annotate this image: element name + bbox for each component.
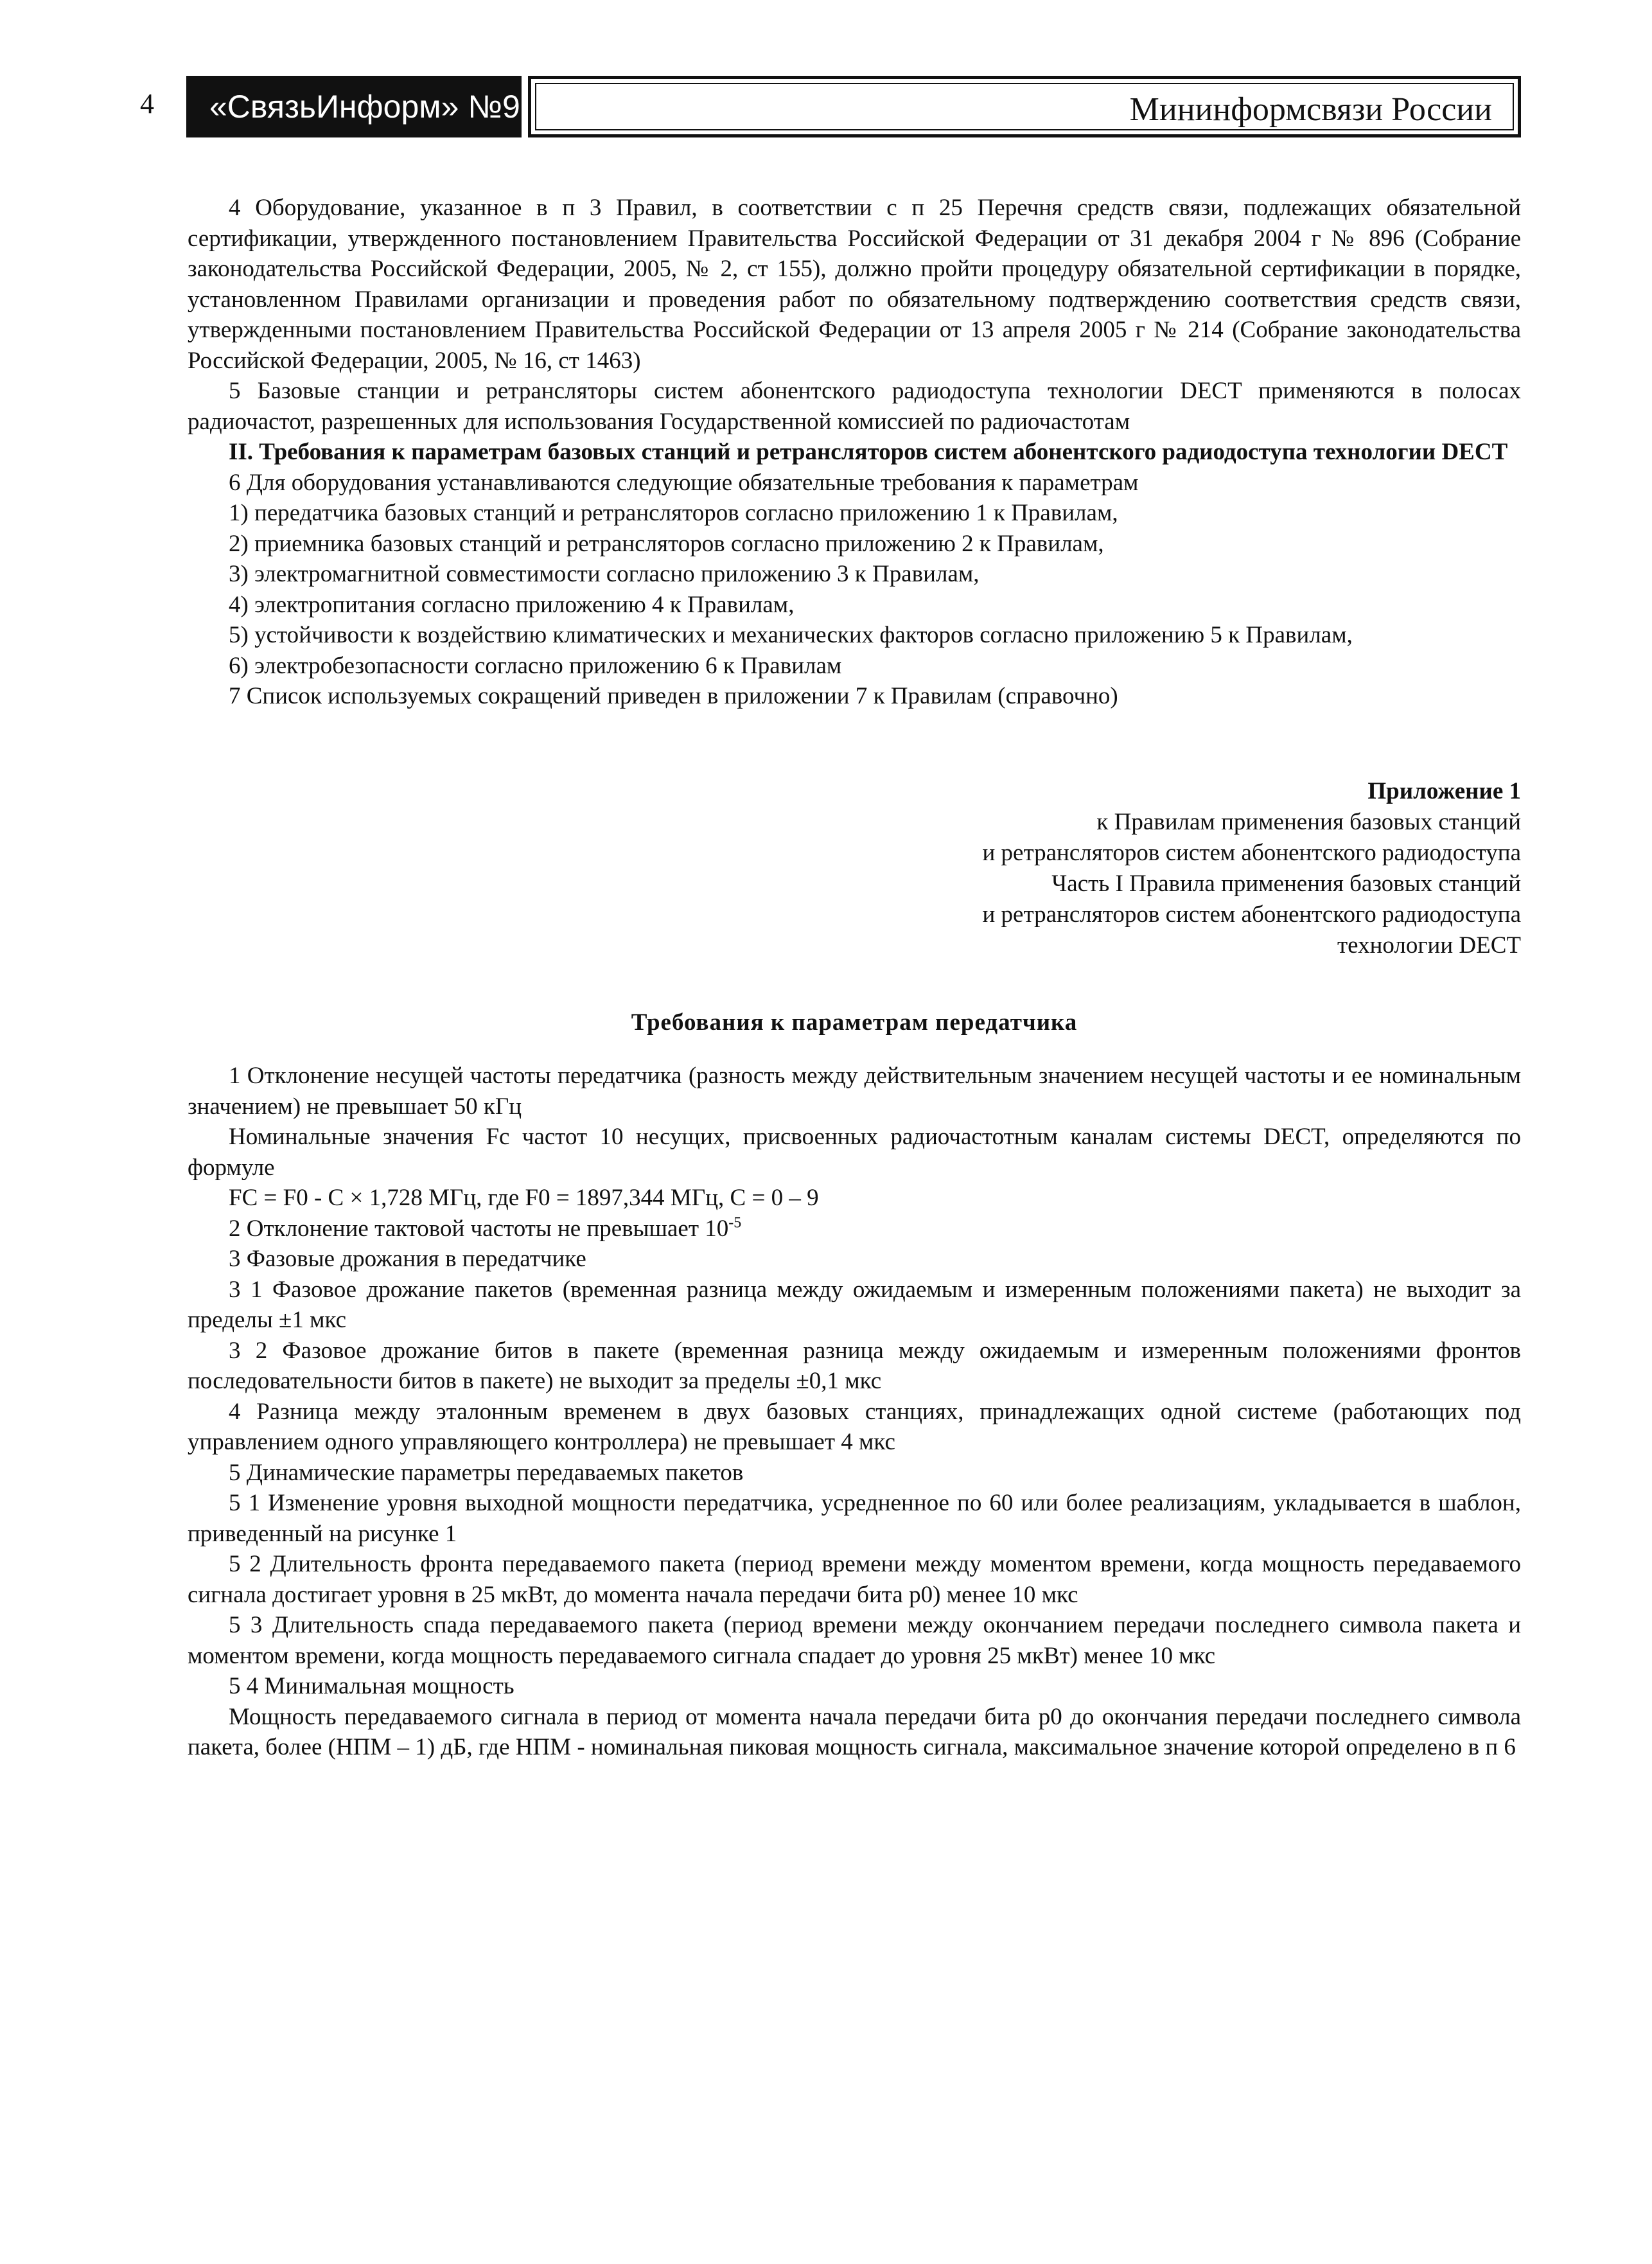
list-item: 3) электромагнитной совместимости согласно приложению 3 к Правилам, [229,561,980,587]
appendix-line: и ретрансляторов систем абонентского радиодоступа [982,901,1521,928]
req-paragraph: 4 Разница между эталонным временем в двух базовых станциях, принадлежащих одной системе (работающих под управлением одного управляющего контроллера) не превышает 4 мкс [188,1398,1521,1455]
list-item: 6) электробезопасности согласно приложению 6 к Правилам [229,652,842,679]
page-header [0,0,1652,148]
req-paragraph-2-exponent: -5 [728,1214,742,1232]
appendix-line: к Правилам применения базовых станций [1096,808,1521,835]
page-number: 4 [140,88,154,119]
req-paragraph-1: 1 Отклонение несущей частоты передатчика (разность между действительным значением несущей частоты и ее номинальным значением) не превышает 50 кГц [188,1063,1521,1120]
section-2-heading: II. Требования к параметрам базовых станций и ретрансляторов систем абонентского радиодоступа технологии DECT [229,439,1508,465]
req-formula: FC = F0 - C × 1,728 МГц, где F0 = 1897,344 МГц, C = 0 – 9 [229,1185,819,1211]
req-paragraph-2-text: 2 Отклонение тактовой частоты не превышает 10 [229,1215,729,1242]
req-paragraph: 5 1 Изменение уровня выходной мощности передатчика, усредненное по 60 или более реализациям, укладывается в шаблон, приведенный на рисунке 1 [188,1490,1521,1547]
req-paragraph: 5 3 Длительность спада передаваемого пакета (период времени между окончанием передачи последнего символа пакета и моментом времени, когда мощность передаваемого сигнала спадает до уровня 25 мкВт) менее 10 мкс [188,1612,1521,1669]
paragraph-7: 7 Список используемых сокращений приведен в приложении 7 к Правилам (справочно) [229,683,1118,709]
appendix-title: Приложение 1 [1367,777,1521,804]
ministry-box [528,76,1521,137]
req-paragraph: 3 1 Фазовое дрожание пакетов (временная разница между ожидаемым и измеренным положениями пакета) не выходит за пределы ±1 мкс [188,1276,1521,1333]
paragraph-6: 6 Для оборудования устанавливаются следующие обязательные требования к параметрам [229,469,1139,496]
appendix-line: и ретрансляторов систем абонентского радиодоступа [982,839,1521,866]
req-nominal-values: Номинальные значения Fc частот 10 несущих, присвоенных радиочастотным каналам системы DECT, определяются по формуле [188,1124,1521,1181]
document-body [188,193,1521,1763]
req-paragraph: Мощность передаваемого сигнала в период от момента начала передачи бита р0 до окончания передачи последнего символа пакета, более (НПМ – 1) дБ, где НПМ - номинальная пиковая мощность сигнала, максимальное значение которой определено в п 6 [188,1703,1521,1760]
list-item: 5) устойчивости к воздействию климатических и механических факторов согласно приложению 5 к Правилам, [229,622,1353,648]
appendix-header [188,776,1521,961]
ministry-title: Мининформсвязи России [1129,91,1492,128]
req-paragraph: 5 Динамические параметры передаваемых пакетов [229,1459,744,1486]
req-paragraph: 5 2 Длительность фронта передаваемого пакета (период времени между моментом времени, когда мощность передаваемого сигнала достигает уровня в 25 мкВт, до момента начала передачи бита р0) менее 10 мкс [188,1551,1521,1608]
appendix-line: Часть I Правила применения базовых станций [1051,870,1521,897]
paragraph-4: 4 Оборудование, указанное в п 3 Правил, в соответствии с п 25 Перечня средств связи, подлежащих обязательной сертификации, утвержденного постановлением Правительства Российской Федерации от 31 декабря 2004 г № 896 (Собрание законодательства Российской Федерации, 2005, № 2, ст 155), должно пройти процедуру обязательной сертификации в порядке, установленном Правилами организации и проведения работ по обязательному подтверждению соответствия средств связи, утвержденными постановлением Правительства Российской Федерации от 13 апреля 2005 г № 214 (Собрание законодательства Российской Федерации, 2005, № 16, ст 1463) [188,195,1521,374]
requirements-heading: Требования к параметрам передатчика [631,1009,1078,1036]
paragraph-5: 5 Базовые станции и ретрансляторы систем абонентского радиодоступа технологии DECT применяются в полосах радиочастот, разрешенных для использования Государственной комиссией по радиочастотам [188,378,1521,435]
list-item: 2) приемника базовых станций и ретрансляторов согласно приложению 2 к Правилам, [229,530,1104,557]
req-paragraph-2 [188,1214,1521,1244]
req-paragraph: 5 4 Минимальная мощность [229,1673,514,1699]
journal-title-box: «СвязьИнформ» №9 [186,76,522,137]
list-item: 4) электропитания согласно приложению 4 к Правилам, [229,591,795,618]
req-paragraph: 3 Фазовые дрожания в передатчике [229,1246,586,1272]
appendix-line: технологии DECT [1337,932,1521,959]
list-item: 1) передатчика базовых станций и ретрансляторов согласно приложению 1 к Правилам, [229,500,1118,526]
req-paragraph: 3 2 Фазовое дрожание битов в пакете (временная разница между ожидаемым и измеренным положениями фронтов последовательности битов в пакете) не выходит за пределы ±0,1 мкс [188,1337,1521,1394]
